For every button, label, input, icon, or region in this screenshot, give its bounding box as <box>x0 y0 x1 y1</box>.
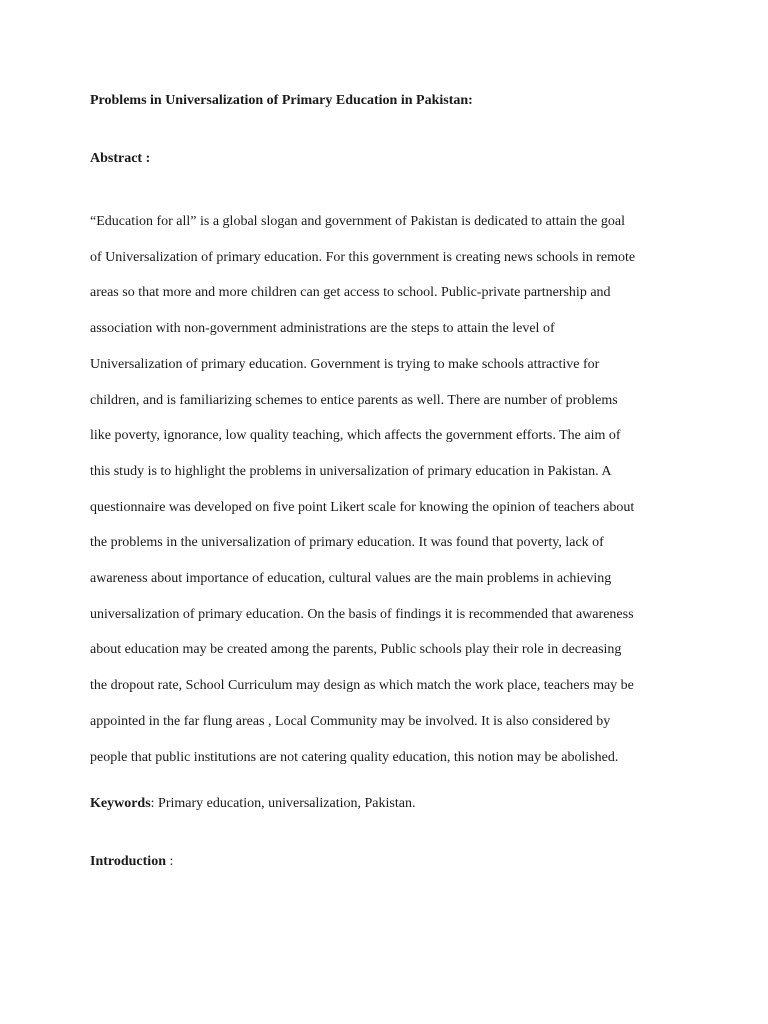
abstract-line: about education may be created among the parents, Public schools play their role in decreasing <box>90 642 622 658</box>
abstract-line: of Universalization of primary education. For this government is creating news schools in remote <box>90 249 636 265</box>
abstract-line: people that public institutions are not catering quality education, this notion may be abolished. <box>90 749 619 765</box>
abstract-line: like poverty, ignorance, low quality teaching, which affects the government efforts. The aim of <box>90 428 621 444</box>
keywords-line <box>90 796 415 812</box>
abstract-line: areas so that more and more children can get access to school. Public-private partnership and <box>90 285 611 301</box>
abstract-body <box>90 204 690 775</box>
abstract-line: the problems in the universalization of primary education. It was found that poverty, lack of <box>90 535 604 551</box>
abstract-line: universalization of primary education. On the basis of findings it is recommended that awareness <box>90 606 634 622</box>
keywords-label: Keywords <box>90 796 151 811</box>
abstract-line: association with non-government administrations are the steps to attain the level of <box>90 321 555 337</box>
introduction-label: Introduction <box>90 854 166 869</box>
abstract-heading: Abstract : <box>90 151 151 166</box>
document-title: Problems in Universalization of Primary Education in Pakistan: <box>90 93 473 108</box>
abstract-line: questionnaire was developed on five point Likert scale for knowing the opinion of teachers about <box>90 499 635 515</box>
introduction-heading <box>90 854 173 870</box>
introduction-suffix: : <box>165 854 174 869</box>
abstract-line: Universalization of primary education. Government is trying to make schools attractive for <box>90 356 600 372</box>
abstract-line: “Education for all” is a global slogan and government of Pakistan is dedicated to attain the goal <box>90 214 625 229</box>
abstract-line: children, and is familiarizing schemes to entice parents as well. There are number of problems <box>90 392 618 408</box>
abstract-line: this study is to highlight the problems in universalization of primary education in Pakistan. A <box>90 463 612 479</box>
abstract-line: appointed in the far flung areas , Local Community may be involved. It is also considered by <box>90 713 611 729</box>
abstract-line: the dropout rate, School Curriculum may design as which match the work place, teachers may be <box>90 678 634 694</box>
keywords-text: : Primary education, universalization, Pakistan. <box>150 796 416 811</box>
abstract-line: awareness about importance of education, cultural values are the main problems in achieving <box>90 571 612 587</box>
